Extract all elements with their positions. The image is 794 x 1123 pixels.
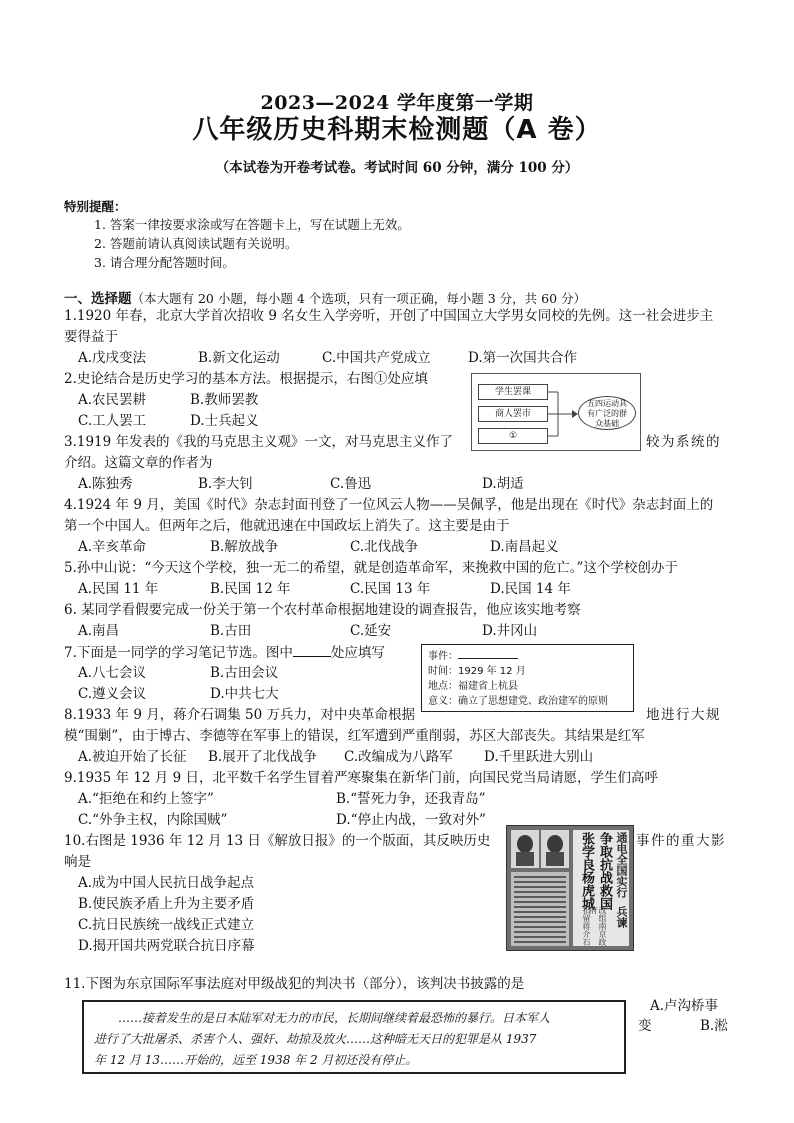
q2-option-d: D.士兵起义 [190, 413, 259, 429]
q11-judgment-quote [82, 1000, 626, 1074]
q5-option-a: A.民国 11 年 [78, 581, 159, 597]
q3-option-d: D.胡适 [482, 476, 524, 492]
q10-option-a: A.成为中国人民抗日战争起点 [78, 875, 255, 891]
q2-option-a: A.农民罢耕 [78, 392, 147, 408]
q7-option-c: C.遵义会议 [78, 686, 147, 702]
q2-box-blank: ① [478, 428, 548, 444]
q8-option-c: C.改编成为八路军 [344, 749, 453, 765]
question-10-line: 事件的重大影 [636, 833, 726, 849]
question-10-line: 响是 [64, 854, 91, 870]
notice-item: 2. 答题前请认真阅读试题有关说明。 [94, 236, 298, 251]
question-3-line: 较为系统的 [646, 434, 721, 450]
q11-option-a-cont: 变 [638, 1018, 652, 1034]
q7-option-a: A.八七会议 [78, 665, 147, 681]
q2-result-oval [578, 396, 636, 430]
question-6-line: 6. 某同学看假要完成一份关于第一个农村革命根据地建设的调查报告，他应该实地考察 [64, 602, 581, 618]
q7-blank [293, 642, 331, 657]
q6-option-a: A.南昌 [78, 623, 120, 639]
question-3-line: 3.1919 年发表的《我的马克思主义观》一文，对马克思主义作了 [64, 434, 454, 450]
q10-option-b: B.使民族矛盾上升为主要矛盾 [78, 896, 255, 912]
q2-box-merchants: 商人罢市 [478, 406, 548, 422]
q2-result-text: 有广泛的群 [587, 409, 627, 418]
q8-option-a: A.被迫开始了长征 [78, 749, 187, 765]
question-7-text: 7.下面是一同学的学习笔记节选。图中 [64, 645, 293, 661]
question-2-line: 2.史论结合是历史学习的基本方法。根据提示，右图①处应填 [64, 371, 428, 387]
q10-newspaper-image [506, 825, 634, 951]
section-title: 一、选择题 [64, 291, 132, 307]
question-11-line: 11.下图为东京国际军事法庭对甲级战犯的判决书（部分），该判决书披露的是 [64, 976, 525, 992]
q1-option-d: D.第一次国共合作 [468, 350, 578, 366]
question-10-line: 10.右图是 1936 年 12 月 13 日《解放日报》的一个版面，其反映历史 [64, 833, 491, 849]
q5-option-d: D.民国 14 年 [490, 581, 571, 597]
q7-note-meaning: 意义：确立了思想建党、政治建军的原则 [428, 696, 608, 707]
question-4-line: 第一个中国人。但两年之后，他就迅速在中国政坛上消失了。这主要是由于 [64, 518, 510, 534]
q2-option-b: B.教师罢教 [190, 392, 259, 408]
exam-term-title: 2023—2024 学年度第一学期 [260, 92, 534, 114]
q11-option-a: A.卢沟桥事 [650, 998, 719, 1014]
question-7-line [64, 642, 385, 664]
q10-headline: 通电全国实行 [615, 832, 628, 898]
q1-option-b: B.新文化运动 [198, 350, 280, 366]
q4-option-a: A.辛亥革命 [78, 539, 147, 555]
q7-option-d: D.中共七大 [210, 686, 279, 702]
q4-option-d: D.南昌起义 [490, 539, 559, 555]
question-1-line: 1.1920 年春，北京大学首次招收 9 名女生入学旁听，开创了中国国立大学男女同校的先例。这一社会进步主 [64, 308, 714, 324]
q11-quote-line: 进行了大批屠杀、杀害个人、强奸、劫掠及放火……这种暗无天日的犯罪是从 1937 [94, 1032, 537, 1046]
q11-quote-line: ……接着发生的是日本陆军对无力的市民，长期间继续着最恐怖的暴行。日本军人 [118, 1011, 551, 1025]
q7-note-event: 事件： [428, 648, 627, 664]
q10-option-c: C.抗日民族统一战线正式建立 [78, 917, 255, 933]
q10-headline: 争取抗战救国 [597, 832, 612, 910]
q10-headline: 兵谏 [615, 906, 628, 928]
q3-option-a: A.陈独秀 [78, 476, 133, 492]
question-3-line: 介绍。这篇文章的作者为 [64, 455, 213, 471]
q2-box-students: 学生罢课 [478, 384, 548, 400]
q10-option-d: D.揭开国共两党联合抗日序幕 [78, 938, 255, 954]
q7-note-card [421, 644, 634, 712]
exam-subtitle: （本试卷为开卷考试卷。考试时间 60 分钟，满分 100 分） [215, 160, 579, 176]
q8-option-b: B.展开了北伐战争 [208, 749, 317, 765]
q4-option-b: B.解放战争 [210, 539, 279, 555]
q1-option-a: A.戊戌变法 [78, 350, 147, 366]
q2-result-text: 五四运动具 [587, 399, 627, 408]
q6-option-d: D.井冈山 [482, 623, 538, 639]
question-1-line: 要得益于 [64, 329, 118, 345]
question-8-line: 模“围剿”，由于博古、李德等在军事上的错误，红军遭到严重削弱，苏区大部丧失。其结果是红军 [64, 728, 645, 744]
question-8-line: 8.1933 年 9 月，蒋介石调集 50 万兵力，对中央革命根据 [64, 707, 415, 723]
question-4-line: 4.1924 年 9 月，美国《时代》杂志封面刊登了一位风云人物——吴佩孚，他是出现在《时代》杂志封面上的 [64, 497, 714, 513]
q10-subhead: 扣留蒋介石 [582, 906, 591, 946]
exam-main-title: 八年级历史科期末检测题（A 卷） [192, 115, 602, 145]
q7-option-b: B.古田会议 [210, 665, 279, 681]
q5-option-b: B.民国 12 年 [210, 581, 291, 597]
q7-note-time: 时间：1929 年 12 月 [428, 666, 526, 677]
q9-option-a: A.“拒绝在和约上签字” [78, 791, 214, 807]
q10-headline: 张学良杨虎城 [579, 832, 594, 910]
question-7-text: 处应填写 [330, 645, 385, 661]
q1-option-c: C.中国共产党成立 [322, 350, 431, 366]
q9-option-b: B.“誓死力争，还我青岛” [336, 791, 486, 807]
section-note: （本大题有 20 小题，每小题 4 个选项，只有一项正确，每小题 3 分，共 60 分） [131, 291, 587, 306]
q10-subhead: 改组南京政府 [589, 906, 607, 946]
q2-option-c: C.工人罢工 [78, 413, 147, 429]
question-8-line: 地进行大规 [646, 707, 721, 723]
question-5-line: 5.孙中山说：“今天这个学校，独一无二的希望，就是创造革命军，来挽救中国的危亡。”这个学校创办于 [64, 560, 678, 576]
question-9-line: 9.1935 年 12 月 9 日，北平数千名学生冒着严寒聚集在新华门前，向国民党当局请愿，学生们高呼 [64, 770, 658, 786]
q3-option-c: C.鲁迅 [330, 476, 372, 492]
q6-option-c: C.延安 [350, 623, 392, 639]
q11-quote-line: 年 12 月 13……开始的，远至 1938 年 2 月初还没有停止。 [94, 1053, 418, 1067]
q8-option-d: D.千里跃进大别山 [484, 749, 594, 765]
q7-note-place: 地点：福建省上杭县 [428, 681, 518, 692]
q3-option-b: B.李大钊 [198, 476, 253, 492]
q4-option-c: C.北伐战争 [350, 539, 419, 555]
q11-option-b: B.淞 [700, 1018, 728, 1034]
notice-item: 1. 答案一律按要求涂或写在答题卡上，写在试题上无效。 [94, 217, 410, 232]
notice-heading: 特别提醒： [64, 199, 127, 214]
notice-item: 3. 请合理分配答题时间。 [94, 255, 235, 270]
q9-option-d: D.“停止内战，一致对外” [336, 812, 486, 828]
q5-option-c: C.民国 13 年 [350, 581, 431, 597]
q6-option-b: B.古田 [210, 623, 252, 639]
q2-result-text: 众基础 [595, 419, 619, 428]
q9-option-c: C.“外争主权，内除国贼” [78, 812, 228, 828]
